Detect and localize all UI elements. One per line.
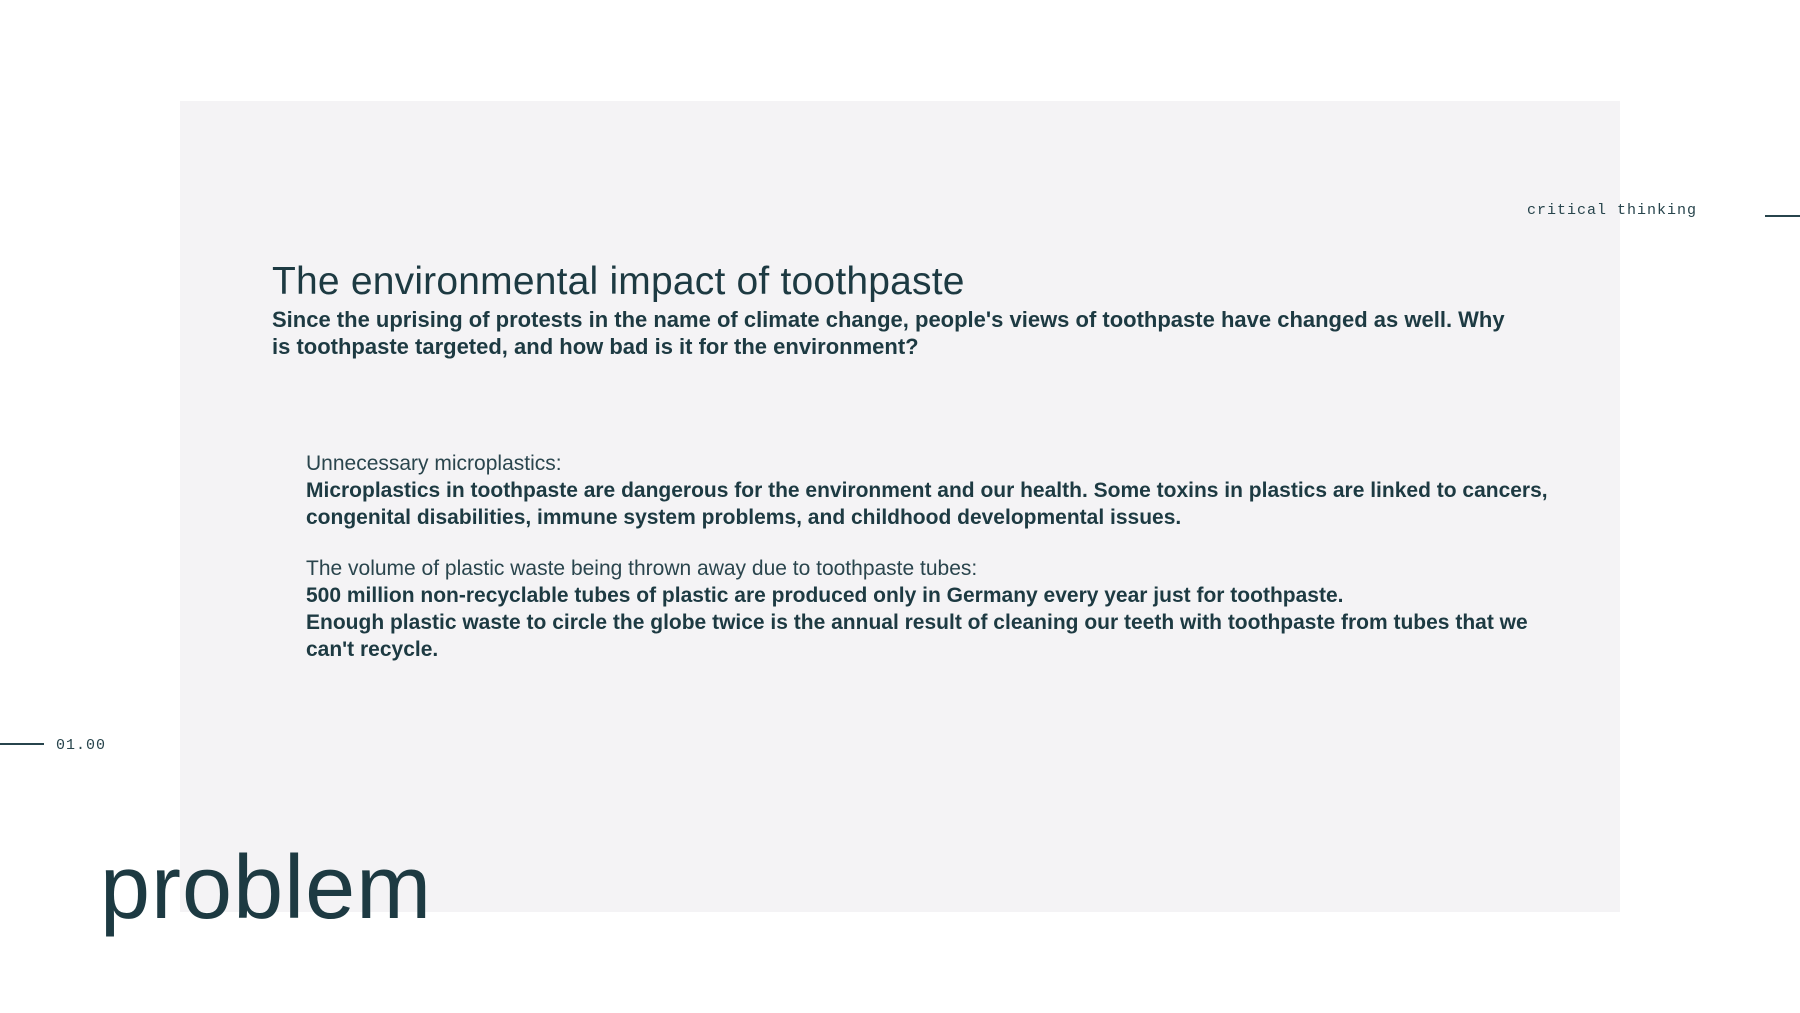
body-content (306, 450, 1576, 663)
section-paragraph: Microplastics in toothpaste are dangerous for the environment and our health. Some toxins in plastics are linked to cancers, congenital disabilities, immune system problems, and childhood developmental issues. (306, 479, 1548, 529)
page-title: The environmental impact of toothpaste (272, 260, 965, 303)
section-paragraph: 500 million non-recyclable tubes of plastic are produced only in Germany every year just for toothpaste. (306, 584, 1344, 607)
section-label: Unnecessary microplastics: (306, 452, 562, 475)
section-number: 01.00 (56, 737, 107, 754)
page-subtitle: Since the uprising of protests in the name of climate change, people's views of toothpaste have changed as well. Why is toothpaste targeted, and how bad is it for the environment? (272, 307, 1505, 359)
tag-rule-line (1765, 215, 1800, 217)
section-paragraph: Enough plastic waste to circle the globe twice is the annual result of cleaning our teeth with toothpaste from tubes that we can't recycle. (306, 611, 1528, 661)
section-microplastics (306, 450, 1576, 531)
section-label: The volume of plastic waste being thrown away due to toothpaste tubes: (306, 557, 978, 580)
slide-keyword: problem (100, 838, 433, 938)
section-plastic-waste (306, 555, 1576, 663)
marker-rule-line (0, 743, 44, 745)
category-tag: critical thinking (1526, 202, 1697, 219)
